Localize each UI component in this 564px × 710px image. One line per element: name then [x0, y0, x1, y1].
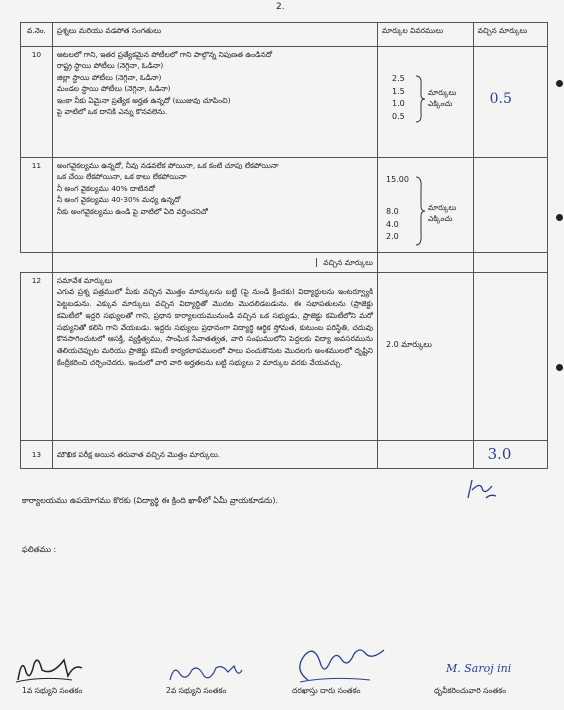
table-row — [21, 158, 548, 253]
question-line: నీ అంగ వైకల్యము 40-30% మధ్య ఉన్నదో — [56, 195, 181, 205]
signature-label: 1వ సభ్యుని సంతకం — [22, 686, 83, 695]
evaluation-table — [20, 22, 548, 469]
punch-hole — [556, 214, 563, 221]
punch-hole — [556, 364, 563, 371]
row-sno: 12 — [21, 273, 53, 441]
subtotal-marks — [378, 253, 474, 273]
row-marks — [378, 158, 474, 253]
subtotal-obtained — [473, 253, 547, 273]
mark-value: 8.0 — [386, 207, 399, 216]
question-line: అంగవైకల్యము ఉన్నదో, నీవు నడవలేక పోయినా, ఒక కంటి చూపు లేకపోయినా — [56, 161, 279, 170]
subtotal-row — [21, 253, 548, 273]
question-line: ఇంకా నీకు ఏమైనా ప్రత్యేక అర్హత ఉన్నదో (ఋజువు చూపించి) — [56, 95, 231, 105]
mark-value: 15.00 — [386, 175, 409, 184]
mark-value: 1.5 — [392, 86, 405, 96]
question-line: జిల్లా స్థాయి పోటీలు (నెగ్గినా, ఓడినా) — [56, 72, 162, 82]
header-questions: ప్రశ్నలు మరియు వడపోత సంగతులు — [52, 23, 377, 47]
row-obtained — [473, 47, 547, 158]
question-line: పై వాటిలో ఒక దానికి ఎన్ను కొనవలెను. — [56, 107, 168, 117]
office-use-note: కార్యాలయము ఉపయోగము కొరకు (విద్యార్థి ఈ క్రింది ఖాళీలో ఏమీ వ్రాయకూడదు). — [22, 496, 279, 505]
header-marks-details: మార్కుల వివరములు — [378, 23, 474, 47]
signature-label: దరఖాస్తు దారు సంతకం — [292, 686, 361, 695]
subtotal-label: వచ్చిన మార్కులు — [52, 253, 377, 273]
table-row — [21, 273, 548, 441]
row-marks — [378, 47, 474, 158]
row-obtained — [473, 441, 547, 469]
table-row — [21, 47, 548, 158]
punch-hole — [556, 80, 563, 87]
mark-value: 4.0 — [386, 219, 399, 229]
row-marks — [378, 273, 474, 441]
row-questions — [52, 273, 377, 441]
signature-4-name: M. Saroj ini — [446, 662, 512, 675]
row-sno: 13 — [21, 441, 53, 469]
section-title: సమావేశ మార్కులు — [56, 276, 113, 285]
result-label: ఫలితము : — [22, 545, 57, 554]
handwritten-mark: 0.5 — [489, 91, 512, 107]
mark-value: 2.5 — [392, 74, 405, 83]
mark-value: 1.0 — [392, 99, 405, 108]
row-obtained — [473, 273, 547, 441]
question-line: నీ అంగ వైకల్యము 40% దాటినదో — [56, 183, 155, 193]
signature-label: 2వ సభ్యుని సంతకం — [166, 686, 227, 695]
handwritten-total: 3.0 — [487, 445, 512, 463]
question-line: రాష్ట్ర స్థాయి పోటీలు (నెగ్గినా, ఓడినా) — [56, 61, 164, 71]
table-header-row — [21, 23, 548, 47]
section-paragraph: ఎగువ ప్రశ్న పత్రములో మీకు వచ్చిన మొత్తం మార్కులను బట్టి (పై నుండి క్రిందకు) విద్యార్థులను ఇంటర్వ్యూకి పెట్టబడును. ఎక్కువ మార్కులు వచ్చిన విద్యార్థితో మొదట మొదలిడబడును. ఈ సభాపతులను (ప్రాజెక్టు కమిటీలో ఇద్దరి సభ్యులతో గాని, ప్రధాన కార్యాలయమునుండి వచ్చిన ఒక సభ్యుడు, ప్రాజెక్టు కమిటీలోని మరో సభ్యునితో కలిసి గాని వేయబడు. ఇద్దరు సభ్యులు ప్రధానంగా విద్యార్థి ఆర్థిక స్తోమత, కుటుంబ పరిస్థితి, చదువు కొనసాగించుటలో ఆసక్తి, వ్యక్తిత్వము, సాంఘిక సేవాతత్వత, వారి సంఘములోని పెద్దలకు విద్యా అవసరమును తెలియచెప్పుట మరియు ప్రాజెక్టు కమిటీ కార్యకలాపములలో పాలు పంచుకొనుట మొదలగు అంశములలో దృష్టిని కేంద్రీకరించి చర్చించెదరు. ఇందులో వారి వారి అర్హతలను బట్టి సభ్యులు 2 మార్కుల వరకు వేయవచ్చు. — [56, 287, 373, 367]
brace-icon — [414, 75, 426, 123]
question-line: ఆటలలో గాని, ఇతర ప్రత్యేకమైన పోటీలలో గాని పాల్గొన్న నిపుణత ఉండినదో — [56, 50, 273, 59]
row-marks — [378, 441, 474, 469]
mark-value: 2.0 — [386, 232, 399, 241]
signature-1 — [12, 646, 92, 686]
page-number: 2. — [276, 2, 285, 12]
signature-label: ధృవీకరించువారి సంతకం — [434, 686, 507, 695]
brace-label: మార్కులు ఎక్కించు — [428, 203, 457, 223]
signature-3 — [290, 640, 390, 686]
row-sno: 10 — [21, 47, 53, 158]
brace-label: మార్కులు ఎక్కించు — [428, 88, 457, 108]
question-line: ఒక చేయి లేకపోయినా, ఒక కాలు లేకపోయినా — [56, 172, 187, 182]
mark-value: 2.0 మార్కులు — [386, 339, 432, 349]
header-sno: వ.నెం. — [21, 23, 53, 47]
initials-scribble — [462, 476, 498, 502]
question-line: మౌఖిక పరీక్ష అయిన తరువాత వచ్చిన మొత్తం మార్కులు. — [56, 449, 221, 459]
question-line: మండల స్థాయి పోటీలు (నెగ్గినా, ఓడినా) — [56, 84, 171, 94]
row-questions — [52, 441, 377, 469]
row-obtained — [473, 158, 547, 253]
row-questions — [52, 158, 377, 253]
brace-icon — [414, 176, 426, 246]
question-line: నీకు అంగవైకల్యము ఉండి పై వాటిలో ఏది వర్తించనిచో — [56, 206, 208, 216]
signature-2 — [166, 660, 246, 686]
row-questions — [52, 47, 377, 158]
mark-value: 0.5 — [392, 111, 405, 121]
row-sno: 11 — [21, 158, 53, 253]
header-marks-got: వచ్చిన మార్కులు — [473, 23, 547, 47]
table-row — [21, 441, 548, 469]
